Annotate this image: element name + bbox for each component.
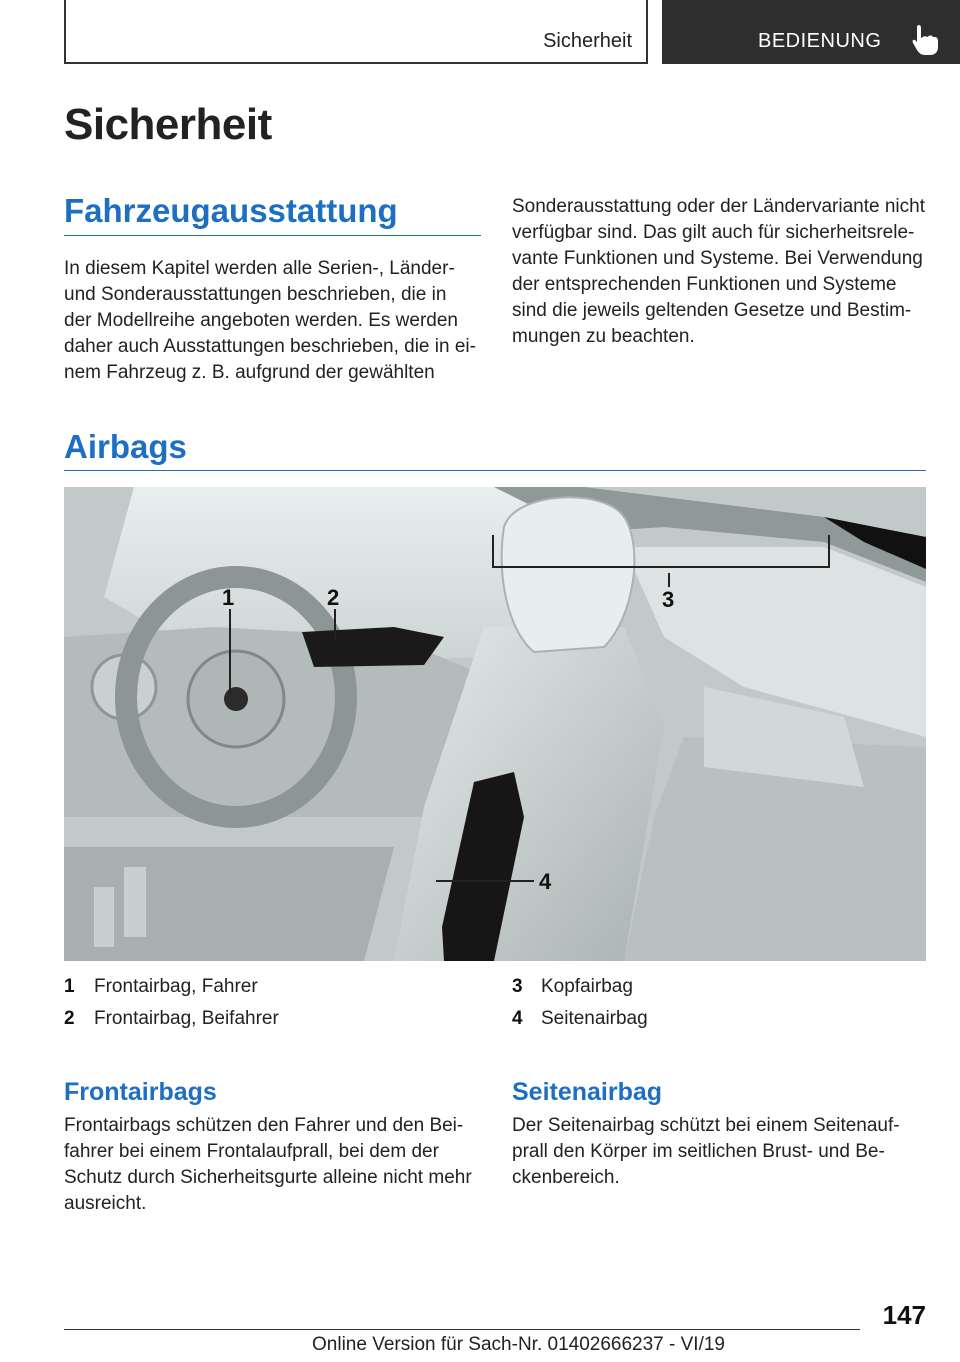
text-line: Der Seitenairbag schützt bei einem Seitenauf- xyxy=(512,1115,900,1136)
callout-3: 3 xyxy=(662,587,675,612)
footer-version-text: Online Version für Sach-Nr. 01402666237 - VI/19 xyxy=(312,1334,725,1355)
text-line: und Sonderausstattungen beschrieben, die in xyxy=(64,284,447,305)
airbag-illustration xyxy=(64,487,926,961)
text-line: der entsprechenden Funktionen und Systeme xyxy=(512,274,897,295)
text-line: Frontairbags schützen den Fahrer und den Bei- xyxy=(64,1115,464,1136)
subheading-seitenairbag: Seitenairbag xyxy=(512,1078,663,1106)
section-tab xyxy=(64,0,648,64)
callout-4: 4 xyxy=(539,869,552,894)
text-line: mungen zu beachten. xyxy=(512,326,695,347)
legend-text-1: Frontairbag, Fahrer xyxy=(94,976,258,997)
car-interior-drawing xyxy=(64,487,926,961)
section-rule xyxy=(64,470,926,471)
legend-number-4: 4 xyxy=(512,1008,523,1029)
legend-number-1: 1 xyxy=(64,976,75,997)
text-line: ausreicht. xyxy=(64,1193,147,1214)
text-line: nem Fahrzeug z. B. aufgrund der gewählten xyxy=(64,362,435,383)
page-title: Sicherheit xyxy=(64,100,272,149)
text-line: sind die jeweils geltenden Gesetze und Bestim- xyxy=(512,300,912,321)
legend-text-2: Frontairbag, Beifahrer xyxy=(94,1008,279,1029)
legend-text-4: Seitenairbag xyxy=(541,1008,648,1029)
frontairbags-paragraph xyxy=(64,1113,489,1217)
footer-rule xyxy=(64,1329,860,1330)
callout-2: 2 xyxy=(327,585,340,610)
intro-paragraph-left xyxy=(64,256,484,386)
text-line: Schutz durch Sicherheitsgurte alleine nicht mehr xyxy=(64,1167,472,1188)
text-line: daher auch Ausstattungen beschrieben, die in ei- xyxy=(64,336,476,357)
legend-number-3: 3 xyxy=(512,976,523,997)
page-number: 147 xyxy=(882,1300,926,1330)
text-line: der Modellreihe angeboten werden. Es werden xyxy=(64,310,458,331)
chapter-tab-label: BEDIENUNG xyxy=(758,30,882,52)
pointing-hand-icon xyxy=(910,24,940,56)
section-heading-airbags: Airbags xyxy=(64,428,187,465)
chapter-tab xyxy=(662,0,960,64)
text-line: ckenbereich. xyxy=(512,1167,620,1188)
section-tab-label: Sicherheit xyxy=(543,30,632,52)
callout-1: 1 xyxy=(222,585,235,610)
text-line: prall den Körper im seitlichen Brust- und Be- xyxy=(512,1141,885,1162)
text-line: Sonderausstattung oder der Ländervariante nicht xyxy=(512,196,925,217)
subheading-frontairbags: Frontairbags xyxy=(64,1078,217,1106)
seitenairbag-paragraph xyxy=(512,1113,932,1191)
section-heading-fahrzeugausstattung: Fahrzeugausstattung xyxy=(64,192,398,229)
text-line: verfügbar sind. Das gilt auch für sicherheitsrele- xyxy=(512,222,915,243)
text-line: In diesem Kapitel werden alle Serien-, Länder- xyxy=(64,258,455,279)
intro-paragraph-right xyxy=(512,194,932,350)
text-line: vante Funktionen und Systeme. Bei Verwendung xyxy=(512,248,923,269)
legend-text-3: Kopfairbag xyxy=(541,976,633,997)
legend-number-2: 2 xyxy=(64,1008,75,1029)
text-line: fahrer bei einem Frontalaufprall, bei dem der xyxy=(64,1141,439,1162)
section-rule xyxy=(64,235,481,236)
